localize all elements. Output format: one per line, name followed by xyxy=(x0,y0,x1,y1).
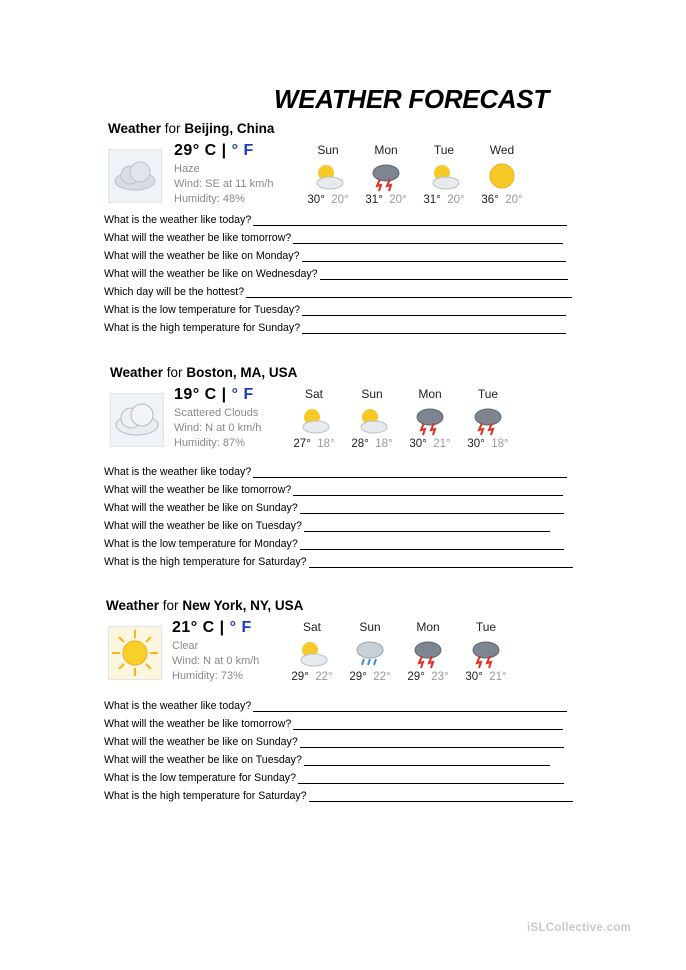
question-row: What will the weather be like on Tuesday? xyxy=(104,514,604,532)
answer-line[interactable] xyxy=(253,466,567,478)
question-row: What will the weather be like tomorrow? xyxy=(104,712,604,730)
current-weather-icon xyxy=(110,393,164,447)
question-list xyxy=(104,460,604,568)
humidity-text: Humidity: 73% xyxy=(172,670,243,682)
question-row: What is the weather like today? xyxy=(104,460,604,478)
location-header: Weather for Beijing, China xyxy=(108,121,275,136)
city-name: New York, NY, USA xyxy=(182,598,304,613)
question-row: What is the low temperature for Sunday? xyxy=(104,766,604,784)
answer-line[interactable] xyxy=(300,538,564,550)
wind-text: Wind: SE at 11 km/h xyxy=(174,178,274,190)
forecast-day: Mon 29° 23° xyxy=(407,620,449,683)
question-row: What will the weather be like on Tuesday? xyxy=(104,748,604,766)
forecast-day: Tue 30° 21° xyxy=(465,620,507,683)
current-conditions xyxy=(172,619,259,684)
thunderstorm-icon xyxy=(471,403,505,437)
current-conditions xyxy=(174,386,261,451)
location-header: Weather for Boston, MA, USA xyxy=(110,365,298,380)
answer-line[interactable] xyxy=(300,502,564,514)
answer-line[interactable] xyxy=(293,718,563,730)
answer-line[interactable] xyxy=(302,250,566,262)
forecast-day: Sun 30° 20° xyxy=(307,143,349,206)
answer-line[interactable] xyxy=(309,556,573,568)
forecast-day: Sun 28° 18° xyxy=(351,387,393,450)
current-temperature: 29° C | ° F xyxy=(174,142,254,159)
question-row: What will the weather be like on Wednesday? xyxy=(104,262,604,280)
answer-line[interactable] xyxy=(298,772,564,784)
location-header: Weather for New York, NY, USA xyxy=(106,598,304,613)
city-name: Boston, MA, USA xyxy=(186,365,298,380)
wind-text: Wind: N at 0 km/h xyxy=(172,655,260,667)
forecast-day: Tue 31° 20° xyxy=(423,143,465,206)
condition-text: Scattered Clouds xyxy=(174,407,259,419)
current-temperature: 21° C | ° F xyxy=(172,619,252,636)
answer-line[interactable] xyxy=(300,736,564,748)
watermark: iSLCollective.com xyxy=(527,922,632,934)
question-row: What is the high temperature for Saturday? xyxy=(104,784,604,802)
question-row: What will the weather be like tomorrow? xyxy=(104,478,604,496)
question-list xyxy=(104,208,604,334)
rain-icon xyxy=(353,636,387,670)
answer-line[interactable] xyxy=(253,700,567,712)
current-weather-icon xyxy=(108,626,162,680)
question-row: What will the weather be like tomorrow? xyxy=(104,226,604,244)
question-row: What will the weather be like on Sunday? xyxy=(104,730,604,748)
humidity-text: Humidity: 48% xyxy=(174,193,245,205)
answer-line[interactable] xyxy=(302,322,566,334)
cloud-icon xyxy=(111,394,163,446)
partly-sunny-icon xyxy=(355,403,389,437)
answer-line[interactable] xyxy=(309,790,573,802)
question-row: What is the low temperature for Tuesday? xyxy=(104,298,604,316)
answer-line[interactable] xyxy=(320,268,568,280)
question-row: What is the high temperature for Sunday? xyxy=(104,316,604,334)
city-name: Beijing, China xyxy=(184,121,275,136)
question-row: What will the weather be like on Monday? xyxy=(104,244,604,262)
question-row: Which day will be the hottest? xyxy=(104,280,604,298)
question-row: What is the weather like today? xyxy=(104,208,604,226)
answer-line[interactable] xyxy=(293,484,563,496)
answer-line[interactable] xyxy=(293,232,563,244)
forecast-day: Tue 30° 18° xyxy=(467,387,509,450)
answer-line[interactable] xyxy=(304,754,550,766)
answer-line[interactable] xyxy=(304,520,550,532)
thunderstorm-icon xyxy=(411,636,445,670)
question-list xyxy=(104,694,604,802)
question-row: What will the weather be like on Sunday? xyxy=(104,496,604,514)
wind-text: Wind: N at 0 km/h xyxy=(174,422,262,434)
question-row: What is the high temperature for Saturday? xyxy=(104,550,604,568)
partly-sunny-icon xyxy=(297,403,331,437)
partly-sunny-icon xyxy=(295,636,329,670)
answer-line[interactable] xyxy=(246,286,572,298)
sun-icon xyxy=(109,627,161,679)
question-row: What is the weather like today? xyxy=(104,694,604,712)
thunderstorm-icon xyxy=(469,636,503,670)
condition-text: Clear xyxy=(172,640,199,652)
forecast-day: Sat 27° 18° xyxy=(293,387,335,450)
question-row: What is the low temperature for Monday? xyxy=(104,532,604,550)
humidity-text: Humidity: 87% xyxy=(174,437,245,449)
answer-line[interactable] xyxy=(302,304,566,316)
forecast-day: Mon 31° 20° xyxy=(365,143,407,206)
forecast-day: Sun 29° 22° xyxy=(349,620,391,683)
current-temperature: 19° C | ° F xyxy=(174,386,254,403)
thunderstorm-icon xyxy=(413,403,447,437)
forecast-day: Wed 36° 20° xyxy=(481,143,523,206)
forecast-day: Sat 29° 22° xyxy=(291,620,333,683)
forecast-day: Mon 30° 21° xyxy=(409,387,451,450)
page-title: WEATHER FORECAST xyxy=(274,84,549,114)
condition-text: Haze xyxy=(174,163,200,175)
